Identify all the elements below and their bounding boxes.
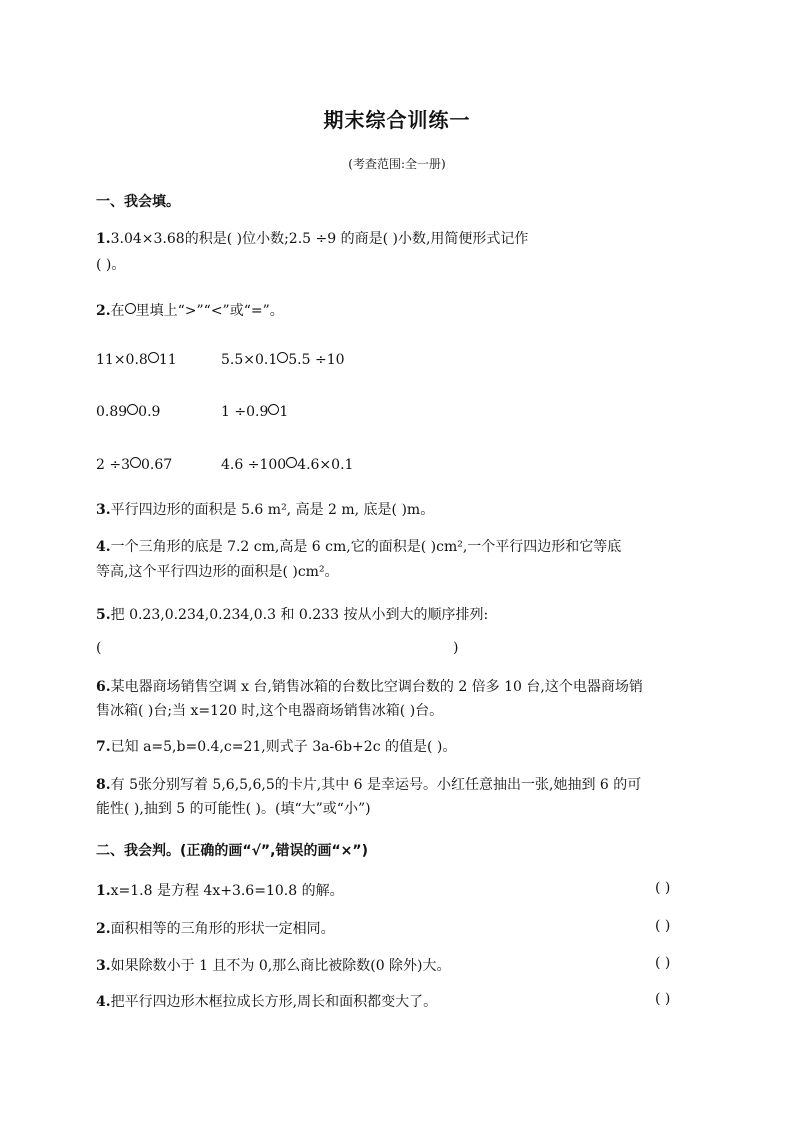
question-text: 把平行四边形木框拉成长方形,周长和面积都变大了。: [110, 994, 438, 1010]
answer-paren[interactable]: ( ): [655, 918, 671, 934]
question-number: 4.: [96, 994, 111, 1010]
expression: 11: [158, 352, 177, 368]
question-6-line-2: 售冰箱( )台;当 x=120 时,这个电器商场销售冰箱( )台。: [96, 703, 444, 719]
question-text: 平行四边形的面积是 5.6 m², 高是 2 m, 底是( )m。: [110, 502, 435, 518]
expression: 5.5 ÷10: [288, 352, 345, 368]
question-4: [96, 536, 621, 556]
question-text: 一个三角形的底是 7.2 cm,高是 6 cm,它的面积是( )cm²,一个平行四边形和它等底: [110, 539, 622, 555]
question-text: 如果除数小于 1 且不为 0,那么商比被除数(0 除外)大。: [110, 958, 451, 974]
question-5: [96, 604, 488, 624]
expression: 1: [279, 404, 289, 420]
circle-blank-icon[interactable]: [286, 457, 297, 468]
compare-item: [96, 352, 177, 368]
question-8: [96, 774, 641, 794]
answer-paren[interactable]: ( ): [655, 955, 671, 971]
page-subtitle: (考查范围:全一册): [348, 157, 446, 171]
question-number: 2.: [96, 921, 111, 937]
circle-blank-icon[interactable]: [148, 352, 159, 363]
question-text: 面积相等的三角形的形状一定相同。: [110, 921, 335, 937]
question-text: 里填上“>”“<”或“=”。: [135, 303, 284, 319]
answer-open-paren: (: [96, 640, 102, 656]
question-1: [96, 228, 528, 248]
question-text: 某电器商场销售空调 x 台,销售冰箱的台数比空调台数的 2 倍多 10 台,这个电器商场销: [110, 679, 643, 695]
question-number: 1.: [96, 231, 111, 247]
judge-item: [96, 991, 437, 1011]
question-1-line-2: ( )。: [96, 257, 126, 273]
expression: 5.5×0.1: [221, 352, 278, 368]
question-number: 3.: [96, 958, 111, 974]
question-text: 3.04×3.68的积是( )位小数;2.5 ÷9 的商是( )小数,用简便形式记作: [110, 231, 529, 247]
circle-blank-icon[interactable]: [277, 352, 288, 363]
question-text: 有 5张分别写着 5,6,5,6,5的卡片,其中 6 是幸运号。小红任意抽出一张,她抽到 6 的可: [110, 777, 642, 793]
question-number: 6.: [96, 679, 111, 695]
compare-item: [221, 352, 345, 368]
question-number: 2.: [96, 303, 111, 319]
answer-paren[interactable]: ( ): [655, 880, 671, 896]
section-1-heading: 一、我会填。: [96, 194, 180, 210]
compare-item: [221, 457, 353, 473]
question-number: 8.: [96, 777, 111, 793]
circle-blank-icon[interactable]: [127, 404, 138, 415]
question-2: [96, 300, 284, 320]
question-6: [96, 676, 643, 696]
question-number: 4.: [96, 539, 111, 555]
question-8-line-2: 能性( ),抽到 5 的可能性( )。(填“大”或“小”): [96, 801, 371, 817]
page-title: 期末综合训练一: [323, 108, 471, 132]
question-number: 1.: [96, 883, 111, 899]
expression: 0.9: [138, 404, 161, 420]
compare-item: [96, 404, 160, 420]
expression: 0.67: [141, 457, 173, 473]
circle-blank-icon: [125, 303, 136, 314]
compare-item: [221, 404, 288, 420]
section-2-heading: 二、我会判。(正确的画“√”,错误的画“×”): [96, 843, 368, 859]
question-text: 把 0.23,0.234,0.234,0.3 和 0.233 按从小到大的顺序排列:: [110, 607, 489, 623]
compare-item: [96, 457, 172, 473]
question-text: x=1.8 是方程 4x+3.6=10.8 的解。: [110, 883, 344, 899]
judge-item: [96, 955, 451, 975]
expression: 1 ÷0.9: [221, 404, 269, 420]
question-number: 7.: [96, 739, 111, 755]
question-number: 5.: [96, 607, 111, 623]
expression: 2 ÷3: [96, 457, 130, 473]
answer-paren[interactable]: ( ): [655, 991, 671, 1007]
expression: 4.6 ÷100: [221, 457, 287, 473]
question-4-line-2: 等高,这个平行四边形的面积是( )cm²。: [96, 564, 339, 580]
expression: 4.6×0.1: [297, 457, 354, 473]
question-text: 已知 a=5,b=0.4,c=21,则式子 3a-6b+2c 的值是( )。: [110, 739, 457, 755]
judge-item: [96, 880, 344, 900]
question-number: 3.: [96, 502, 111, 518]
answer-close-paren: ): [453, 640, 459, 656]
circle-blank-icon[interactable]: [268, 404, 279, 415]
circle-blank-icon[interactable]: [130, 457, 141, 468]
judge-item: [96, 918, 335, 938]
expression: 0.89: [96, 404, 128, 420]
question-7: [96, 736, 456, 756]
question-3: [96, 499, 434, 519]
expression: 11×0.8: [96, 352, 148, 368]
question-text: 在: [110, 303, 125, 319]
